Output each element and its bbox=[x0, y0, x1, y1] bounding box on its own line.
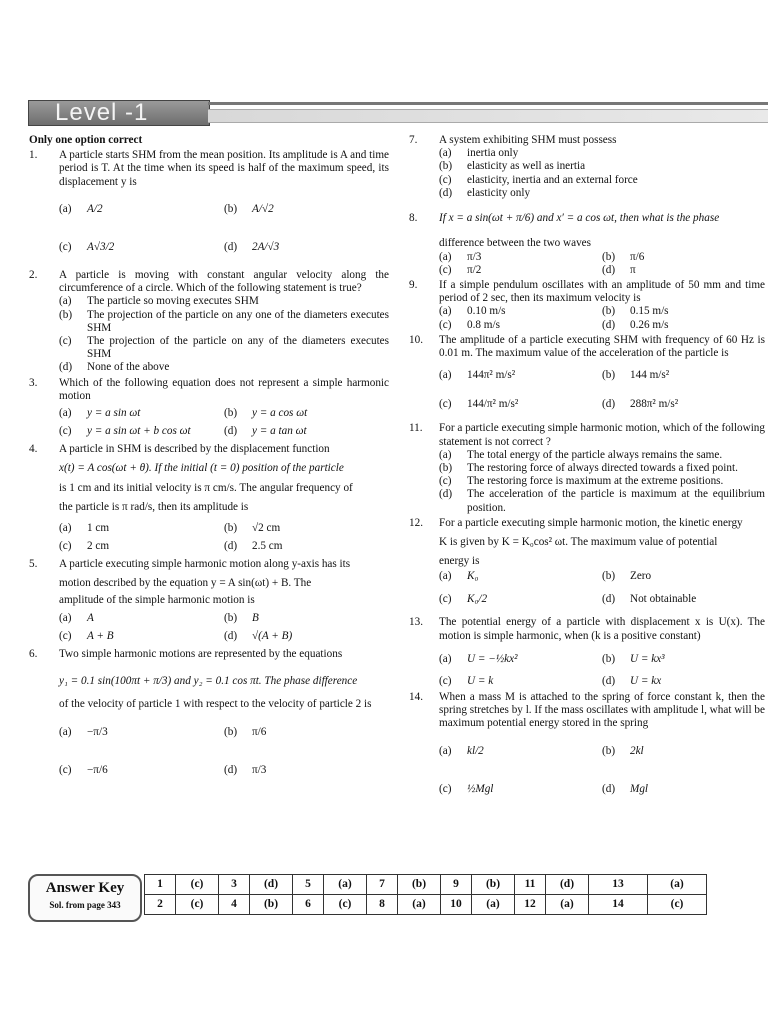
option-a[interactable] bbox=[439, 147, 765, 160]
answer-number: 13 bbox=[589, 875, 648, 895]
answer-value: (c) bbox=[176, 875, 219, 895]
option-a[interactable] bbox=[439, 362, 602, 388]
question-11 bbox=[409, 422, 765, 515]
option-label: (c) bbox=[59, 241, 72, 254]
option-value: π/6 bbox=[630, 250, 645, 263]
option-d[interactable] bbox=[224, 628, 389, 646]
option-value: The acceleration of the particle is maximum at the equilibrium position. bbox=[467, 488, 765, 514]
option-label: (a) bbox=[439, 448, 452, 461]
left-column bbox=[29, 134, 389, 791]
question-text: of the velocity of particle 1 with respect to the velocity of particle 2 is bbox=[59, 698, 372, 711]
option-label: (a) bbox=[59, 407, 72, 420]
option-c[interactable] bbox=[59, 423, 224, 441]
answer-key bbox=[28, 874, 768, 920]
option-a[interactable] bbox=[439, 645, 602, 675]
option-label: (d) bbox=[224, 425, 238, 438]
option-label: (b) bbox=[224, 611, 238, 624]
question-text: difference between the two waves bbox=[439, 237, 591, 250]
question-text: x(t) = A cos(ωt + θ). If the initial (t = 0) position of the particle bbox=[59, 462, 344, 475]
option-c[interactable] bbox=[59, 751, 224, 789]
question-text: A particle is moving with constant angular velocity along the circumference of a circle. Which of the following statement is true? bbox=[59, 268, 389, 295]
answer-value: (a) bbox=[472, 895, 515, 915]
option-value: inertia only bbox=[467, 147, 519, 160]
question-text: A particle in SHM is described by the displacement function bbox=[59, 443, 330, 456]
answer-number: 8 bbox=[367, 895, 398, 915]
option-label: (b) bbox=[59, 308, 73, 321]
option-label: (c) bbox=[439, 475, 452, 488]
option-value: The particle so moving executes SHM bbox=[87, 295, 259, 308]
answer-value: (c) bbox=[176, 895, 219, 915]
question-number: 5. bbox=[29, 557, 38, 570]
option-value: 2 cm bbox=[87, 540, 110, 553]
option-value: π/2 bbox=[467, 263, 482, 276]
options bbox=[59, 405, 389, 441]
option-value: y = a cos ωt bbox=[252, 407, 308, 420]
option-label: (b) bbox=[602, 250, 616, 263]
option-label: (a) bbox=[439, 653, 452, 666]
option-a[interactable] bbox=[59, 610, 224, 628]
options bbox=[59, 191, 389, 267]
question-text: For a particle executing simple harmonic motion, the kinetic energy bbox=[439, 516, 743, 529]
option-d[interactable] bbox=[602, 771, 765, 809]
option-c[interactable] bbox=[439, 771, 602, 809]
option-value: π/3 bbox=[252, 763, 267, 776]
option-value: 1 cm bbox=[87, 522, 110, 535]
option-b[interactable] bbox=[439, 462, 765, 475]
option-value: Not obtainable bbox=[630, 592, 697, 605]
option-value: The total energy of the particle always remains the same. bbox=[467, 448, 723, 461]
options bbox=[439, 645, 765, 689]
option-label: (a) bbox=[439, 744, 452, 757]
option-a[interactable] bbox=[439, 568, 602, 584]
option-c[interactable] bbox=[439, 388, 602, 420]
option-b[interactable] bbox=[224, 610, 389, 628]
question-12 bbox=[409, 517, 765, 615]
answer-number: 10 bbox=[441, 895, 472, 915]
question-1 bbox=[29, 149, 389, 267]
option-label: (a) bbox=[59, 295, 72, 308]
option-value: The projection of the particle on any of the diameters executes SHM bbox=[87, 334, 389, 361]
option-label: (b) bbox=[439, 160, 453, 173]
option-b[interactable] bbox=[602, 645, 765, 675]
question-number: 14. bbox=[409, 690, 423, 703]
option-label: (a) bbox=[59, 725, 72, 738]
options bbox=[59, 520, 389, 556]
question-text: the particle is π rad/s, then its amplitude is bbox=[59, 500, 249, 513]
option-b[interactable] bbox=[602, 362, 765, 388]
option-value: √2 cm bbox=[252, 522, 281, 535]
question-text: If x = a sin(ωt + π/6) and x′ = a cos ωt, then what is the phase bbox=[439, 212, 720, 225]
answer-value: (d) bbox=[546, 875, 589, 895]
option-d[interactable] bbox=[224, 751, 389, 789]
option-b[interactable] bbox=[602, 733, 765, 771]
option-label: (a) bbox=[439, 305, 452, 318]
question-text: A system exhibiting SHM must possess bbox=[439, 134, 617, 146]
option-a[interactable] bbox=[59, 191, 224, 229]
option-value: U = −½kx² bbox=[467, 653, 518, 666]
question-7 bbox=[409, 134, 765, 200]
option-b[interactable] bbox=[602, 568, 765, 584]
option-value: 144 m/s² bbox=[630, 368, 670, 381]
option-value: ½Mgl bbox=[467, 782, 494, 795]
question-text: For a particle executing simple harmonic motion, which of the following statement is not correct ? bbox=[439, 422, 765, 448]
option-label: (b) bbox=[602, 569, 616, 582]
answer-key-row-1 bbox=[145, 875, 707, 895]
section-title: Only one option correct bbox=[29, 134, 143, 146]
option-d[interactable] bbox=[439, 187, 765, 200]
option-value: A bbox=[87, 611, 94, 624]
option-value: 0.10 m/s bbox=[467, 305, 506, 318]
option-c[interactable] bbox=[59, 229, 224, 267]
option-value: kl/2 bbox=[467, 744, 484, 757]
option-label: (d) bbox=[602, 675, 616, 688]
option-value: A/2 bbox=[87, 203, 103, 216]
option-value: 288π² m/s² bbox=[630, 397, 679, 410]
answer-key-row-2 bbox=[145, 895, 707, 915]
options bbox=[439, 305, 765, 331]
option-value: The restoring force of always directed towards a fixed point. bbox=[467, 461, 738, 474]
answer-value: (b) bbox=[250, 895, 293, 915]
options bbox=[439, 568, 765, 614]
question-9 bbox=[409, 279, 765, 332]
question-number: 8. bbox=[409, 212, 418, 225]
option-b[interactable] bbox=[224, 713, 389, 751]
option-label: (b) bbox=[602, 653, 616, 666]
option-value: y = a sin ωt bbox=[87, 407, 141, 420]
question-text: amplitude of the simple harmonic motion is bbox=[59, 594, 255, 607]
answer-number: 11 bbox=[515, 875, 546, 895]
option-label: (d) bbox=[224, 629, 238, 642]
option-d[interactable] bbox=[59, 361, 389, 374]
option-label: (d) bbox=[602, 782, 616, 795]
option-label: (c) bbox=[439, 397, 452, 410]
option-a[interactable] bbox=[59, 295, 389, 308]
answer-number: 4 bbox=[219, 895, 250, 915]
option-a[interactable] bbox=[439, 449, 765, 462]
question-text: When a mass M is attached to the spring of force constant k, then the spring stretches by l. If the mass oscillates with amplitude l, what will be maximum potential energy stored in the spring bbox=[439, 690, 765, 730]
option-label: (d) bbox=[224, 540, 238, 553]
option-label: (c) bbox=[59, 629, 72, 642]
option-label: (c) bbox=[439, 782, 452, 795]
option-a[interactable] bbox=[439, 733, 602, 771]
option-label: (a) bbox=[439, 250, 452, 263]
option-d[interactable] bbox=[602, 584, 765, 614]
option-d[interactable] bbox=[602, 675, 765, 689]
option-d[interactable] bbox=[224, 229, 389, 267]
option-label: (d) bbox=[224, 763, 238, 776]
answer-key-title: Answer Key bbox=[45, 880, 125, 896]
option-label: (c) bbox=[439, 173, 452, 186]
question-number: 2. bbox=[29, 268, 38, 281]
answer-value: (b) bbox=[472, 875, 515, 895]
option-value: U = kx³ bbox=[630, 653, 665, 666]
option-c[interactable] bbox=[439, 584, 602, 614]
option-c[interactable] bbox=[439, 675, 602, 689]
option-label: (a) bbox=[439, 147, 452, 160]
option-label: (d) bbox=[602, 318, 616, 331]
banner-rule bbox=[208, 102, 768, 105]
question-text: A particle starts SHM from the mean position. Its amplitude is A and time period is T. At the time when its speed is half of the maximum speed, its displacement y is bbox=[59, 149, 389, 188]
option-value: A + B bbox=[87, 629, 114, 642]
question-text: The amplitude of a particle executing SHM with frequency of 60 Hz is 0.01 m. The maximum value of the acceleration of the particle is bbox=[439, 333, 765, 360]
options bbox=[59, 713, 389, 789]
option-c[interactable] bbox=[59, 335, 389, 361]
option-value: K₀ bbox=[467, 569, 479, 582]
option-value: π/6 bbox=[252, 725, 267, 738]
option-label: (d) bbox=[602, 592, 616, 605]
option-value: The restoring force is maximum at the extreme positions. bbox=[467, 475, 724, 488]
option-a[interactable] bbox=[59, 713, 224, 751]
question-2 bbox=[29, 269, 389, 375]
question-text: energy is bbox=[439, 555, 480, 568]
option-label: (c) bbox=[439, 318, 452, 331]
question-text: Which of the following equation does not represent a simple harmonic motion bbox=[59, 376, 389, 402]
option-value: Mgl bbox=[630, 782, 649, 795]
options bbox=[439, 251, 765, 277]
question-text: is 1 cm and its initial velocity is π cm/s. The angular frequency of bbox=[59, 481, 353, 494]
option-value: Zero bbox=[630, 569, 652, 582]
answer-value: (a) bbox=[324, 875, 367, 895]
options bbox=[439, 733, 765, 809]
answer-value: (a) bbox=[648, 875, 707, 895]
option-b[interactable] bbox=[439, 160, 765, 173]
answer-value: (b) bbox=[398, 875, 441, 895]
option-a[interactable] bbox=[439, 251, 602, 264]
option-label: (d) bbox=[59, 361, 73, 374]
question-5 bbox=[29, 558, 389, 646]
option-b[interactable] bbox=[224, 191, 389, 229]
banner-bar bbox=[208, 109, 768, 123]
question-6 bbox=[29, 648, 389, 790]
answer-value: (d) bbox=[250, 875, 293, 895]
option-value: √(A + B) bbox=[252, 629, 293, 642]
level-box bbox=[28, 100, 210, 126]
option-value: y = a tan ωt bbox=[252, 425, 307, 438]
option-label: (c) bbox=[439, 592, 452, 605]
option-label: (d) bbox=[439, 488, 453, 501]
right-column bbox=[409, 134, 765, 811]
option-value: 144/π² m/s² bbox=[467, 397, 519, 410]
question-text: motion described by the equation y = A sin(ωt) + B. The bbox=[59, 577, 312, 590]
question-10 bbox=[409, 334, 765, 420]
option-label: (d) bbox=[602, 263, 616, 276]
option-label: (b) bbox=[602, 368, 616, 381]
option-value: elasticity, inertia and an external force bbox=[467, 173, 638, 186]
option-value: π bbox=[630, 263, 636, 276]
option-label: (c) bbox=[59, 540, 72, 553]
option-value: 2.5 cm bbox=[252, 540, 283, 553]
option-value: The projection of the particle on any one of the diameters executes SHM bbox=[87, 308, 389, 334]
question-4 bbox=[29, 443, 389, 556]
answer-key-subtitle: Sol. from page 343 bbox=[49, 899, 121, 910]
option-value: 2kl bbox=[630, 744, 644, 757]
answer-number: 14 bbox=[589, 895, 648, 915]
option-value: A/√2 bbox=[252, 203, 274, 216]
question-text: y₁ = 0.1 sin(100πt + π/3) and y₂ = 0.1 cos πt. The phase difference bbox=[59, 674, 358, 687]
level-title: Level -1 bbox=[55, 99, 149, 126]
answer-number: 5 bbox=[293, 875, 324, 895]
option-d[interactable] bbox=[224, 423, 389, 441]
question-number: 3. bbox=[29, 376, 38, 389]
option-label: (c) bbox=[59, 334, 72, 347]
answer-number: 1 bbox=[145, 875, 176, 895]
option-value: 144π² m/s² bbox=[467, 368, 516, 381]
option-label: (c) bbox=[439, 263, 452, 276]
answer-key-table bbox=[144, 874, 707, 915]
option-value: −π/3 bbox=[87, 725, 108, 738]
option-value: 0.26 m/s bbox=[630, 318, 669, 331]
level-banner bbox=[28, 100, 768, 126]
option-label: (c) bbox=[439, 675, 452, 688]
option-d[interactable] bbox=[602, 319, 765, 332]
question-14 bbox=[409, 691, 765, 809]
option-c[interactable] bbox=[59, 538, 224, 556]
option-value: None of the above bbox=[87, 361, 170, 374]
question-text: If a simple pendulum oscillates with an amplitude of 50 mm and time period of 2 sec, then its maximum velocity is bbox=[439, 278, 765, 305]
option-c[interactable] bbox=[439, 174, 765, 187]
option-label: (a) bbox=[439, 368, 452, 381]
option-label: (b) bbox=[602, 744, 616, 757]
question-number: 7. bbox=[409, 134, 418, 146]
option-value: 2A/√3 bbox=[252, 241, 280, 254]
option-value: U = kx bbox=[630, 675, 662, 688]
question-3 bbox=[29, 377, 389, 441]
question-text: Two simple harmonic motions are represented by the equations bbox=[59, 647, 343, 660]
option-b[interactable] bbox=[602, 251, 765, 264]
question-text: A particle executing simple harmonic motion along y-axis has its bbox=[59, 557, 351, 570]
option-label: (c) bbox=[59, 763, 72, 776]
question-number: 4. bbox=[29, 443, 38, 456]
option-c[interactable] bbox=[439, 319, 602, 332]
answer-number: 9 bbox=[441, 875, 472, 895]
option-label: (d) bbox=[224, 241, 238, 254]
option-value: y = a sin ωt + b cos ωt bbox=[87, 425, 191, 438]
answer-number: 12 bbox=[515, 895, 546, 915]
answer-number: 7 bbox=[367, 875, 398, 895]
option-value: elasticity only bbox=[467, 186, 531, 199]
question-number: 10. bbox=[409, 333, 423, 346]
option-label: (b) bbox=[439, 461, 453, 474]
question-number: 6. bbox=[29, 647, 38, 660]
option-a[interactable] bbox=[59, 520, 224, 538]
option-value: −π/6 bbox=[87, 763, 108, 776]
option-b[interactable] bbox=[224, 520, 389, 538]
option-value: elasticity as well as inertia bbox=[467, 160, 586, 173]
option-label: (a) bbox=[59, 203, 72, 216]
question-text: K is given by K = K₀cos² ωt. The maximum value of potential bbox=[439, 536, 718, 549]
option-label: (d) bbox=[602, 397, 616, 410]
option-c[interactable] bbox=[439, 264, 602, 277]
question-number: 12. bbox=[409, 516, 423, 529]
options bbox=[59, 610, 389, 646]
question-13 bbox=[409, 616, 765, 688]
answer-value: (c) bbox=[324, 895, 367, 915]
answer-key-label bbox=[28, 874, 142, 922]
option-b[interactable] bbox=[224, 405, 389, 423]
question-number: 9. bbox=[409, 278, 418, 291]
option-value: 0.15 m/s bbox=[630, 305, 669, 318]
answer-number: 6 bbox=[293, 895, 324, 915]
option-label: (b) bbox=[224, 407, 238, 420]
option-d[interactable] bbox=[602, 388, 765, 420]
answer-number: 3 bbox=[219, 875, 250, 895]
option-c[interactable] bbox=[439, 475, 765, 488]
option-value: 0.8 m/s bbox=[467, 318, 500, 331]
option-label: (b) bbox=[224, 203, 238, 216]
option-value: π/3 bbox=[467, 250, 482, 263]
option-label: (d) bbox=[439, 186, 453, 199]
option-label: (b) bbox=[602, 305, 616, 318]
question-text: The potential energy of a particle with displacement x is U(x). The motion is simple harmonic, when (k is a positive constant) bbox=[439, 616, 765, 642]
option-value: U = k bbox=[467, 675, 494, 688]
option-label: (b) bbox=[224, 725, 238, 738]
options bbox=[439, 362, 765, 420]
option-value: A√3/2 bbox=[87, 241, 115, 254]
option-label: (a) bbox=[59, 611, 72, 624]
option-label: (c) bbox=[59, 425, 72, 438]
question-number: 13. bbox=[409, 616, 423, 629]
question-number: 11. bbox=[409, 422, 423, 435]
answer-number: 2 bbox=[145, 895, 176, 915]
answer-value: (a) bbox=[398, 895, 441, 915]
option-value: B bbox=[252, 611, 259, 624]
answer-value: (c) bbox=[648, 895, 707, 915]
option-label: (b) bbox=[224, 522, 238, 535]
option-b[interactable] bbox=[602, 305, 765, 318]
question-number: 1. bbox=[29, 149, 38, 162]
answer-value: (a) bbox=[546, 895, 589, 915]
option-label: (a) bbox=[439, 569, 452, 582]
option-d[interactable] bbox=[439, 488, 765, 514]
option-d[interactable] bbox=[602, 264, 765, 277]
option-a[interactable] bbox=[59, 405, 224, 423]
option-label: (a) bbox=[59, 522, 72, 535]
option-value: K₀/2 bbox=[467, 592, 488, 605]
option-a[interactable] bbox=[439, 305, 602, 318]
option-b[interactable] bbox=[59, 309, 389, 335]
option-d[interactable] bbox=[224, 538, 389, 556]
question-8 bbox=[409, 212, 765, 277]
option-c[interactable] bbox=[59, 628, 224, 646]
